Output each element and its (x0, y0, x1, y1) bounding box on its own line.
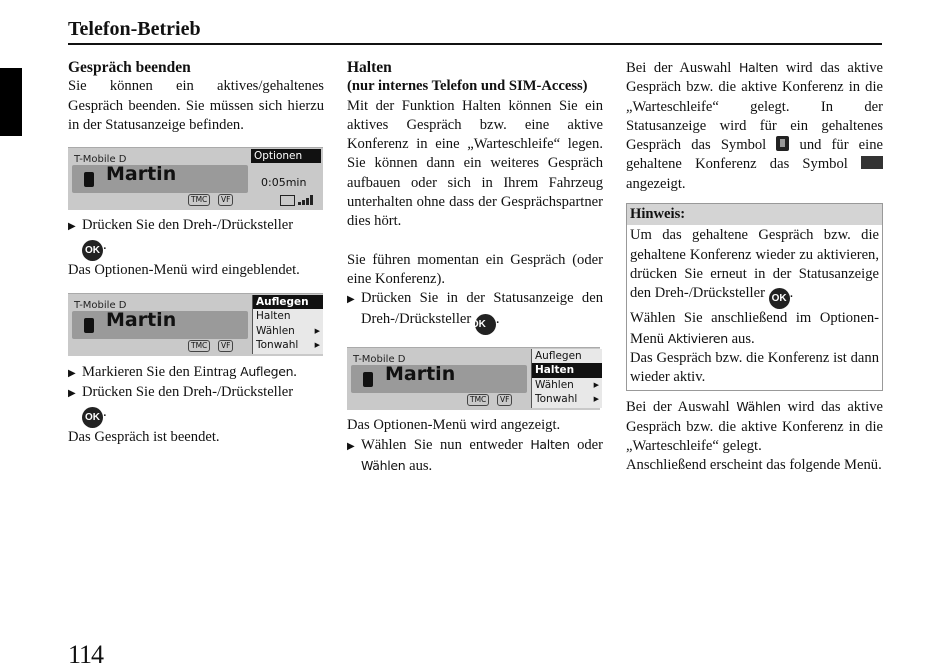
phone-icon (84, 318, 94, 333)
caller-name: Martin (106, 163, 177, 186)
phone-icon (363, 372, 373, 387)
ok-button-icon: OK (475, 314, 496, 335)
ok-line: OK . (68, 403, 324, 428)
instruction-step: ▶ Drücken Sie in der Statusanzeige den Dreh-/Drücksteller OK . (347, 289, 603, 334)
vf-badge: VF (218, 340, 233, 352)
tmc-badge: TMC (467, 394, 489, 406)
network-label: T-Mobile D (74, 299, 127, 311)
options-menu-screen (347, 347, 600, 410)
phone-icon (84, 172, 94, 187)
heading-halten: Halten (347, 59, 392, 76)
network-label: T-Mobile D (74, 154, 127, 166)
column-1 (68, 58, 324, 448)
status-screen (68, 147, 323, 210)
held-conference-icon (861, 156, 883, 169)
ok-button-icon: OK (82, 407, 103, 428)
signal-strength-icon (298, 195, 318, 205)
hint-body: Um das gehaltene Gespräch bzw. die gehaltene Konferenz wieder zu aktivieren, drücken Sie erneut in der Statusanzeige den Dreh-/Drücksteller OK . Wählen Sie anschließend im Optionen-Menü Aktivieren aus. Das Gespräch bzw. die Konferenz ist dann wieder aktiv. (630, 227, 879, 386)
title-rule (68, 43, 882, 45)
options-menu-screen (68, 293, 323, 356)
options-menu (252, 295, 323, 354)
ok-button-icon: OK (769, 288, 790, 309)
subheading: (nur internes Telefon und SIM-Access) (347, 78, 588, 95)
menu-item-waehlen: Wählen ▶ (256, 324, 320, 337)
envelope-icon (280, 195, 295, 206)
tmc-badge: TMC (188, 194, 210, 206)
paragraph: Anschließend erscheint das folgende Menü. (626, 457, 882, 474)
instruction-step: ▶ Markieren Sie den Eintrag Auflegen. (68, 363, 297, 380)
options-menu (531, 349, 602, 408)
instruction-step: ▶ Drücken Sie den Dreh-/Drücksteller (68, 384, 294, 401)
paragraph: Das Optionen-Menü wird angezeigt. (347, 416, 561, 433)
menu-item-halten: Halten (532, 363, 602, 378)
paragraph: Sie können ein aktives/gehaltenes Gespräch beenden. Sie müssen sich hierzu in der Statusanzeige befinden. (68, 78, 324, 133)
heading-gespraech-beenden: Gespräch beenden (68, 59, 191, 76)
menu-item-auflegen: Auflegen (253, 295, 323, 310)
vf-badge: VF (218, 194, 233, 206)
paragraph: Das Optionen-Menü wird eingeblendet. (68, 262, 300, 279)
menu-item-tonwahl: Tonwahl ▶ (256, 339, 320, 352)
held-call-icon (776, 136, 789, 151)
call-duration: 0:05min (261, 176, 307, 190)
menu-item-halten: Halten (256, 310, 291, 323)
instruction-step: ▶ Drücken Sie den Dreh-/Drücksteller (68, 217, 294, 234)
paragraph: Sie führen momentan ein Gespräch (oder eine Konferenz). (347, 251, 603, 287)
options-label: Optionen (251, 149, 321, 163)
ok-line: OK . (68, 236, 324, 261)
tmc-badge: TMC (188, 340, 210, 352)
paragraph: Mit der Funktion Halten können Sie ein aktives Gespräch bzw. eine aktive Konferenz in eine „Warteschleife“ legen. Sie können dann ein weiteres Gespräch aufbauen oder sich in Ihrem Fahrzeug unterhalten ohne dass der Gesprächspartner dies hört. (347, 97, 603, 230)
column-3 (626, 58, 883, 476)
instruction-step: ▶ Wählen Sie nun entweder Halten oder Wählen aus. (347, 436, 603, 475)
caller-name: Martin (106, 308, 177, 331)
vf-badge: VF (497, 394, 512, 406)
caller-name: Martin (385, 362, 456, 385)
hint-title: Hinweis: (627, 204, 882, 225)
hint-box (626, 203, 883, 391)
paragraph: Bei der Auswahl Wählen wird das aktive Gespräch bzw. die aktive Konferenz in die „Warteschleife“ gelegt. (626, 399, 883, 455)
page-title: Telefon-Betrieb (68, 18, 201, 40)
page-number: 114 (68, 640, 104, 669)
network-label: T-Mobile D (353, 353, 406, 365)
ok-button-icon: OK (82, 240, 103, 261)
paragraph: Das Gespräch ist beendet. (68, 429, 220, 446)
paragraph: Bei der Auswahl Halten wird das aktive Gespräch bzw. die aktive Konferenz in die „Warteschleife“ gelegt. In der Statusanzeige wird für ein gehaltenes Gespräch das Symbol und für eine gehaltene Konferenz das Symbol angezeigt. (626, 60, 883, 192)
column-2 (347, 58, 603, 476)
menu-item-tonwahl: Tonwahl ▶ (535, 393, 599, 406)
section-tab-marker (0, 68, 22, 136)
menu-item-auflegen: Auflegen (535, 349, 582, 362)
menu-item-waehlen: Wählen ▶ (535, 378, 599, 391)
